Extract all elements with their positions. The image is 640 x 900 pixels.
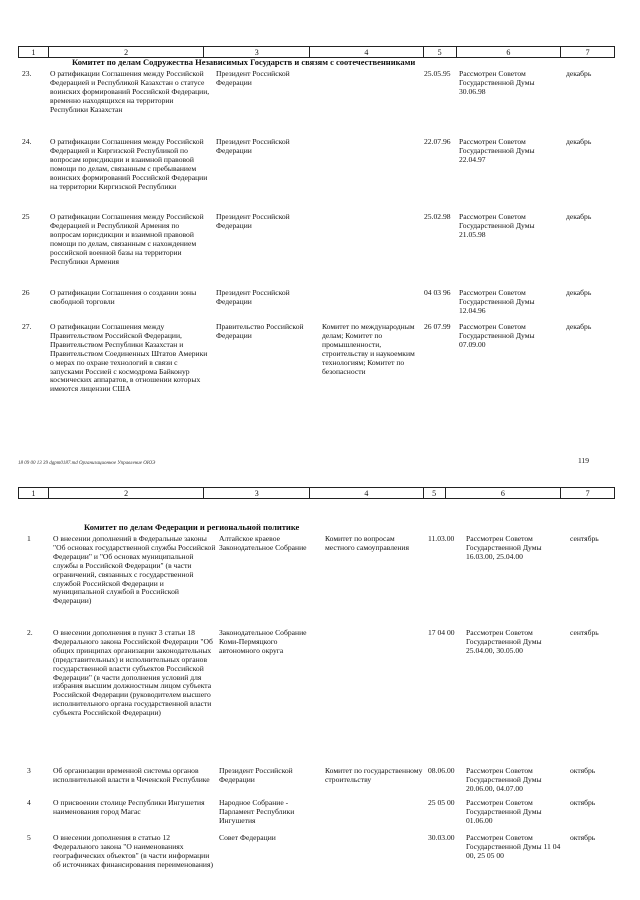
status-note: Рассмотрен Советом Государственной Думы 01.06.00 <box>466 798 542 825</box>
document-title: О ратификации Соглашения между Российской Федерацией и Киргизской Республикой по вопросам юрисдикции и взаимной правовой помощи по делам, связанным с пребыванием воинских формирований Российской Федерации на территории Киргизской Республики <box>50 137 208 191</box>
initiator: Президент Российской Федерации <box>216 137 290 155</box>
row-number: 2. <box>27 628 33 637</box>
row-number: 24. <box>22 137 32 146</box>
status-note: Рассмотрен Советом Государственной Думы 22.04.97 <box>459 137 535 164</box>
planned-month: сентябрь <box>570 534 599 543</box>
initiator: Президент Российской Федерации <box>216 69 290 87</box>
row-number: 25 <box>22 212 30 221</box>
submission-date: 11.03.00 <box>428 534 455 543</box>
status-note: Рассмотрен Советом Государственной Думы 11 04 00, 25 05 00 <box>466 833 561 860</box>
col-5-label: 5 <box>424 47 457 57</box>
page-footer: 18 09 00 13 39 dgpm0187.md Организационное Управление ОЮЭ <box>18 461 156 466</box>
submission-date: 22.07.96 <box>424 137 451 146</box>
row-number: 5 <box>27 833 31 842</box>
col-7-label: 7 <box>585 48 590 57</box>
co-executor: Комитет по государственному строительству <box>325 766 423 784</box>
col-7-label: 7 <box>585 489 590 498</box>
row-number: 27. <box>22 322 32 331</box>
initiator: Народное Собрание - Парламент Республики Ингушетия <box>219 798 295 825</box>
status-note: Рассмотрен Советом Государственной Думы 20.06.00, 04.07.00 <box>466 766 542 793</box>
planned-month: декабрь <box>566 288 592 297</box>
submission-date: 25 05 00 <box>428 798 455 807</box>
initiator: Президент Российской Федерации <box>219 766 293 784</box>
planned-month: декабрь <box>566 69 592 78</box>
co-executor: Комитет по вопросам местного самоуправления <box>325 534 409 552</box>
initiator: Президент Российской Федерации <box>216 288 290 306</box>
planned-month: декабрь <box>566 212 592 221</box>
col-3-label: 3 <box>204 47 310 57</box>
submission-date: 25.05.95 <box>424 69 451 78</box>
planned-month: октябрь <box>570 766 596 775</box>
status-note: Рассмотрен Советом Государственной Думы 16.03.00, 25.04.00 <box>466 534 542 561</box>
row-number: 4 <box>27 798 31 807</box>
row-number: 23. <box>22 69 32 78</box>
document-title: О ратификации Соглашения о создании зоны свободной торговли <box>50 288 197 306</box>
document-title: Об организации временной системы органов исполнительной власти в Чеченской Республике <box>53 766 210 784</box>
section-title: Комитет по делам Федерации и региональной политике <box>84 522 300 532</box>
col-1-label: 1 <box>19 47 49 57</box>
submission-date: 04 03 96 <box>424 288 451 297</box>
row-number: 26 <box>22 288 30 297</box>
row-number: 1 <box>27 534 31 543</box>
col-4-label: 4 <box>310 488 424 498</box>
initiator: Законодательное Собрание Коми-Пермяцкого автономного округа <box>219 628 307 655</box>
status-note: Рассмотрен Советом Государственной Думы 21.05.98 <box>459 212 535 239</box>
col-2-label: 2 <box>49 47 204 57</box>
planned-month: сентябрь <box>570 628 599 637</box>
initiator: Алтайское краевое Законодательное Собрание <box>219 534 307 552</box>
document-title: О ратификации Соглашения между Российской Федерацией и Республикой Казахстан о статусе воинских формирований Российской Федерации, временно находящихся на территории Республики Казахстан <box>50 69 210 114</box>
co-executor: Комитет по международным делам; Комитет по промышленности, строительству и наукоемким технологиям; Комитет по безопасности <box>322 322 415 376</box>
submission-date: 17 04 00 <box>428 628 455 637</box>
col-6-label: 6 <box>457 47 562 57</box>
col-3-label: 3 <box>204 488 310 498</box>
col-1-label: 1 <box>19 488 49 498</box>
section-title: Комитет по делам Содружества Независимых Государств и связям с соотечественниками <box>72 57 416 67</box>
column-number-header-2 <box>18 487 615 499</box>
col-2-label: 2 <box>49 488 204 498</box>
submission-date: 26 07.99 <box>424 322 451 331</box>
document-title: О ратификации Соглашения между Российской Федерацией и Республикой Армения по вопросам юрисдикции и взаимной правовой помощи по делам, связанным с нахождением российской военной базы на территории Республики Армения <box>50 212 204 266</box>
document-title: О внесении дополнений в Федеральные законы "Об основах государственной службы Российской Федерации" и "Об основах муниципальной службы в Российской Федерации" (в части ограничений, связанных с государственной службой Российской Федерации и муниципальной службой в Российской Федерации) <box>53 534 216 606</box>
planned-month: октябрь <box>570 798 596 807</box>
document-title: О внесении дополнения в пункт 3 статьи 18 Федерального закона Российской Федерации "Об общих принципах организации законодательных (представительных) и исполнительных органов государственной власти субъектов Российской Федерации" (в части дополнения условий для избрания высшим должностным лицом субъекта Российской Федерации (руководителем высшего исполнительного органа государственной власти субъекта Российской Федерации) <box>53 628 213 718</box>
col-4-label: 4 <box>310 47 424 57</box>
planned-month: октябрь <box>570 833 596 842</box>
page-number: 119 <box>578 456 589 465</box>
planned-month: декабрь <box>566 137 592 146</box>
initiator: Правительство Российской Федерации <box>216 322 304 340</box>
submission-date: 30.03.00 <box>428 833 455 842</box>
initiator: Президент Российской Федерации <box>216 212 290 230</box>
row-number: 3 <box>27 766 31 775</box>
col-6-label: 6 <box>446 488 562 498</box>
col-5-label: 5 <box>424 488 446 498</box>
status-note: Рассмотрен Советом Государственной Думы 07.09.00 <box>459 322 535 349</box>
status-note: Рассмотрен Советом Государственной Думы 12.04.96 <box>459 288 535 315</box>
document-title: О внесении дополнения в статью 12 Федерального закона "О наименованиях географических объектов" (в части информации об источниках финансирования переименования) <box>53 833 213 869</box>
status-note: Рассмотрен Советом Государственной Думы 30.06.98 <box>459 69 535 96</box>
document-title: О присвоении столице Республики Ингушетия наименования город Магас <box>53 798 205 816</box>
status-note: Рассмотрен Советом Государственной Думы 25.04.00, 30.05.00 <box>466 628 542 655</box>
planned-month: декабрь <box>566 322 592 331</box>
document-title: О ратификации Соглашения между Правительством Российской Федерации, Правительством Республики Казахстан и Правительством Соединенных Штатов Америки о мерах по охране технологий в связи с запусками Россией с космодрома Байконур космических аппаратов, в отношении которых имеются лицензии США <box>50 322 208 394</box>
submission-date: 08.06.00 <box>428 766 455 775</box>
submission-date: 25.02.98 <box>424 212 451 221</box>
initiator: Совет Федерации <box>219 833 276 842</box>
